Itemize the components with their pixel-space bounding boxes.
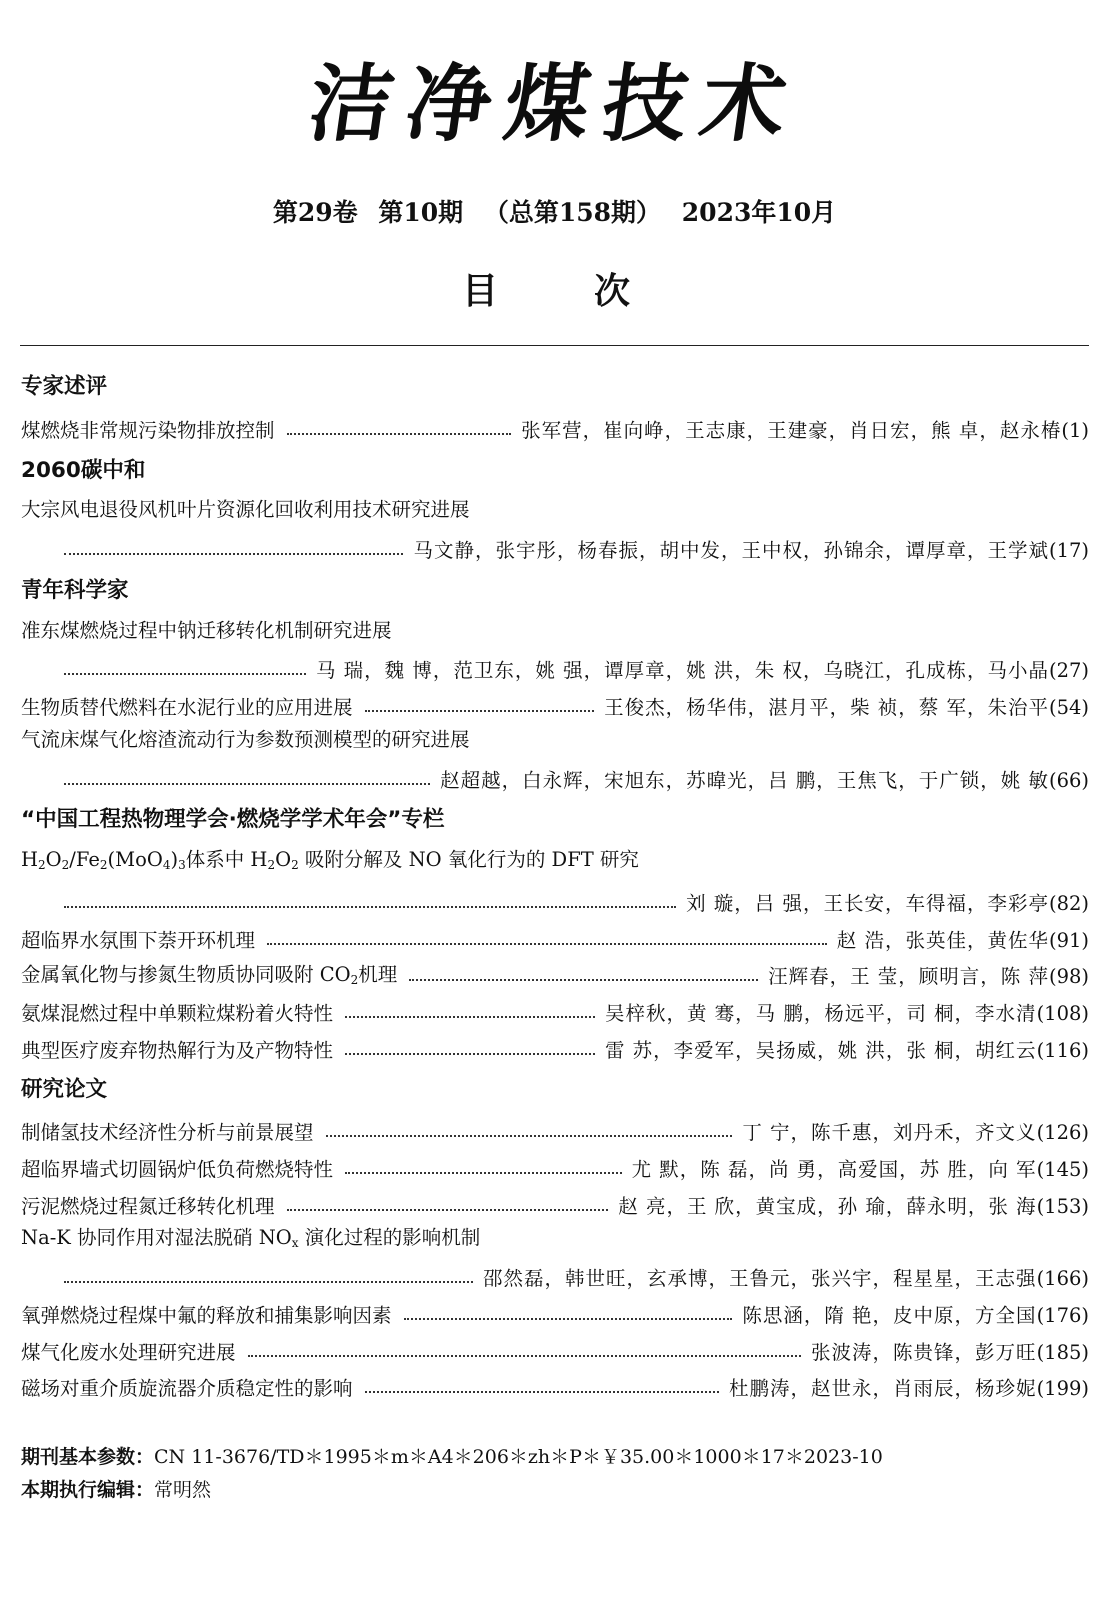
toc-entry[interactable] [21, 1032, 1089, 1060]
journal-parameters [21, 1448, 883, 1467]
article-title: 金属氧化物与掺氮生物质协同吸附 $CO_2$机理 [21, 963, 398, 987]
article-authors: 赵 浩，张英佳，黄佐华 [836, 928, 1049, 952]
article-authors: 张波涛，陈贵锋，彭万旺 [811, 1340, 1037, 1364]
executive-editor [21, 1481, 211, 1500]
article-page: (176) [1036, 1303, 1089, 1327]
toc-entry[interactable] [21, 412, 1089, 440]
toc-entry[interactable] [64, 1260, 1089, 1288]
article-title: 超临界墙式切圆锅炉低负荷燃烧特性 [21, 1157, 334, 1181]
article-authors: 吴梓秋，黄 骞，马 鹏，杨远平，司 桐，李水清 [604, 1001, 1037, 1025]
toc-entry[interactable] [64, 762, 1089, 790]
issue-volume: 第29卷 [272, 198, 358, 227]
article-title[interactable]: Na-K 协同作用对湿法脱硝 $NO_x$ 演化过程的影响机制 [21, 1226, 481, 1250]
leader-dots [365, 1391, 720, 1393]
article-authors: 汪辉春，王 莹，顾明言，陈 萍 [768, 964, 1049, 988]
leader-dots [326, 1135, 733, 1137]
leader-dots [248, 1355, 802, 1357]
section-heading: 研究论文 [21, 1077, 108, 1102]
toc-entry[interactable] [21, 1297, 1089, 1325]
leader-dots [345, 1172, 622, 1174]
leader-dots [345, 1053, 595, 1055]
article-page: (98) [1048, 964, 1089, 988]
toc-heading-left: 目 [462, 270, 499, 312]
editor-value: 常明然 [154, 1479, 212, 1501]
leader-dots [404, 1318, 733, 1320]
article-authors: 马文静，张宇彤，杨春振，胡中发，王中权，孙锦余，谭厚章，王学斌 [413, 538, 1049, 562]
article-title: 制储氢技术经济性分析与前景展望 [21, 1120, 314, 1144]
article-title: 煤燃烧非常规污染物排放控制 [21, 418, 275, 442]
article-title: 超临界水氛围下萘开环机理 [21, 928, 256, 952]
section-heading: “中国工程热物理学会·燃烧学学术年会”专栏 [21, 807, 445, 832]
toc-entry[interactable] [21, 922, 1089, 950]
article-page: (17) [1048, 538, 1089, 562]
params-value: CN 11-3676/TD＊1995＊m＊A4＊206＊zh＊P＊￥35.00＊1000＊17＊2023-10 [154, 1446, 883, 1468]
article-page: (91) [1048, 928, 1089, 952]
article-page: (185) [1036, 1340, 1089, 1364]
article-page: (166) [1036, 1266, 1089, 1290]
article-title: 污泥燃烧过程氮迁移转化机理 [21, 1194, 275, 1218]
leader-dots [365, 710, 595, 712]
article-title: 磁场对重介质旋流器介质稳定性的影响 [21, 1376, 353, 1400]
toc-entry[interactable] [64, 532, 1089, 560]
article-page: (116) [1036, 1038, 1089, 1062]
journal-masthead: 洁净煤技术 [302, 54, 807, 153]
article-authors: 尤 默，陈 磊，尚 勇，高爱国，苏 胜，向 军 [631, 1157, 1037, 1181]
params-label: 期刊基本参数： [21, 1446, 155, 1468]
article-authors: 马 瑞，魏 博，范卫东，姚 强，谭厚章，姚 洪，朱 权，乌晓江，孔成栋，马小晶 [315, 658, 1049, 682]
section-heading: 青年科学家 [21, 578, 129, 603]
toc-entry[interactable] [21, 689, 1089, 717]
leader-dots [409, 979, 758, 981]
toc-entry[interactable] [21, 995, 1089, 1023]
toc-heading-right: 次 [594, 270, 631, 312]
article-page: (108) [1036, 1001, 1089, 1025]
article-title: 煤气化废水处理研究进展 [21, 1340, 236, 1364]
toc-entry[interactable] [64, 885, 1089, 913]
toc-entry[interactable] [21, 1114, 1089, 1142]
leader-dots [64, 673, 306, 675]
article-authors: 刘 璇，吕 强，王长安，车得福，李彩亭 [686, 891, 1049, 915]
toc-entry[interactable] [21, 1334, 1089, 1362]
article-authors: 杜鹏涛，赵世永，肖雨辰，杨珍妮 [729, 1376, 1037, 1400]
leader-dots [64, 553, 403, 555]
article-authors: 张军营，崔向峥，王志康，王建豪，肖日宏，熊 卓，赵永椿 [521, 418, 1062, 442]
leader-dots [64, 1281, 473, 1283]
leader-dots [345, 1016, 595, 1018]
leader-dots [287, 1209, 609, 1211]
article-authors: 赵超越，白永辉，宋旭东，苏暐光，吕 鹏，王焦飞，于广锁，姚 敏 [440, 768, 1049, 792]
article-authors: 王俊杰，杨华伟，湛月平，柴 祯，蔡 军，朱治平 [604, 695, 1049, 719]
article-page: (66) [1048, 768, 1089, 792]
issue-total: （总第158期） [483, 198, 662, 227]
toc-entry[interactable] [21, 1151, 1089, 1179]
article-page: (145) [1036, 1157, 1089, 1181]
leader-dots [64, 906, 676, 908]
header-rule [20, 345, 1089, 346]
article-page: (153) [1036, 1194, 1089, 1218]
article-title[interactable]: $H_2O_2/Fe_2(MoO_4)_3$体系中 $H_2O_2$ 吸附分解及 NO 氧化行为的 DFT 研究 [21, 848, 639, 872]
toc-entry[interactable] [21, 958, 1089, 986]
article-authors: 陈思涵，隋 艳，皮中原，方全国 [742, 1303, 1037, 1327]
article-title[interactable]: 大宗风电退役风机叶片资源化回收利用技术研究进展 [21, 498, 470, 521]
issue-number: 第10期 [378, 198, 464, 227]
section-heading: 2060碳中和 [21, 458, 146, 483]
leader-dots [267, 943, 827, 945]
article-title[interactable]: 气流床煤气化熔渣流动行为参数预测模型的研究进展 [21, 728, 470, 751]
article-page: (1) [1061, 418, 1089, 442]
editor-label: 本期执行编辑： [21, 1479, 155, 1501]
article-page: (54) [1048, 695, 1089, 719]
leader-dots [287, 433, 512, 435]
toc-entry[interactable] [21, 1370, 1089, 1398]
article-title: 典型医疗废弃物热解行为及产物特性 [21, 1038, 334, 1062]
issue-date: 2023年10月 [681, 198, 837, 227]
issue-line [0, 200, 1109, 225]
article-authors: 雷 苏，李爱军，吴扬威，姚 洪，张 桐，胡红云 [604, 1038, 1037, 1062]
toc-entry[interactable] [64, 652, 1089, 680]
leader-dots [64, 783, 430, 785]
article-title: 氨煤混燃过程中单颗粒煤粉着火特性 [21, 1001, 334, 1025]
article-title[interactable]: 准东煤燃烧过程中钠迁移转化机制研究进展 [21, 619, 392, 642]
article-authors: 赵 亮，王 欣，黄宝成，孙 瑜，薛永明，张 海 [618, 1194, 1037, 1218]
section-heading: 专家述评 [21, 374, 108, 399]
article-page: (82) [1048, 891, 1089, 915]
article-page: (199) [1036, 1376, 1089, 1400]
article-title: 氧弹燃烧过程煤中氟的释放和捕集影响因素 [21, 1303, 392, 1327]
toc-entry[interactable] [21, 1188, 1089, 1216]
article-authors: 丁 宁，陈千惠，刘丹禾，齐文义 [742, 1120, 1037, 1144]
article-title: 生物质替代燃料在水泥行业的应用进展 [21, 695, 353, 719]
article-authors: 邵然磊，韩世旺，玄承博，王鲁元，张兴宇，程星星，王志强 [483, 1266, 1037, 1290]
article-page: (126) [1036, 1120, 1089, 1144]
article-page: (27) [1048, 658, 1089, 682]
